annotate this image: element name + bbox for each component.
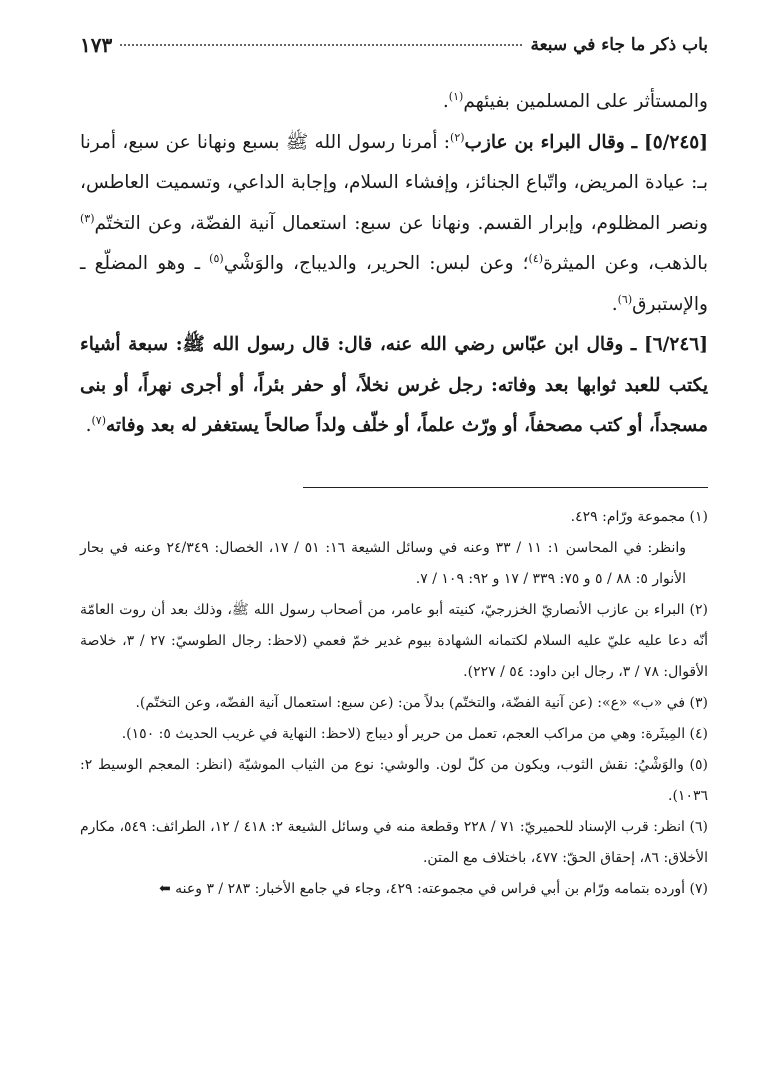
paragraph-1-end: .	[442, 91, 449, 112]
hadith-245-text-1: : أمرنا رسول الله ﷺ بسبع ونهانا عن سبع، أمرنا بـ: عيادة المريض، واتّباع الجنائز، وإفشاء السلام، وإجابة الداعي، وتسميت العاطس، ونصر المظلوم، وإبرار القسم. ونهانا عن سبع: استعمال آنية الفضّة، وعن التختّم	[80, 131, 708, 234]
footnotes	[80, 502, 708, 905]
hadith-246-text: ـ وقال ابن عبّاس رضي الله عنه، قال: قال رسول الله ﷺ: سبعة أشياء يكتب للعبد ثوابها بعد وفاته: رجل غرس نخلاً، أو حفر بئراً، أو أجرى نهراً، أو بنى مسجداً، أو كتب مصحفاً، أو ورّث علماً، أو خلّف ولداً صالحاً يستغفر له بعد وفاته	[80, 334, 708, 436]
footnote-2: (٢) البراء بن عازب الأنصاريّ الخزرجيّ، كنيته أبو عامر، من أصحاب رسول الله ﷺ، وذلك بعد أن روت العامّة أنّه دعا عليه عليّ عليه السلام لكتمانه الشهادة بيوم غدير خمّ فعمي (لاحظ: رجال الطوسيّ: ٢٧ / ٣، خلاصة الأقوال: ٧٨ / ٣، رجال ابن داود: ٥٤ / ٢٢٧).	[80, 601, 708, 680]
footnote-4: (٤) المِيثَرة: وهي من مراكب العجم، تعمل من حرير أو ديباج (لاحظ: النهاية في غريب الحديث ٥: ١٥٠).	[121, 725, 708, 742]
footnote-7: (٧) أورده بتمامه ورّام بن أبي فراس في مجموعته: ٤٢٩، وجاء في جامع الأخبار: ٢٨٣ / ٣ وعنه ⬅	[158, 880, 708, 897]
paragraph-1-text: والمستأثر على المسلمين بفيئهم	[463, 91, 708, 112]
footnote-3: (٣) في «ب» «ع»: (عن آنية الفضّة، والتختّم) بدلاً من: (عن سبع: استعمال آنية الفضّه، وعن التختّم).	[135, 694, 708, 711]
footnote-6: (٦) انظر: قرب الإسناد للحميريّ: ٧١ / ٢٢٨ وقطعة منه في وسائل الشيعة ٢: ٤١٨ / ١٢، الطرائف: ٥٤٩، مكارم الأخلاق: ٨٦، إحقاق الحقّ: ٤٧٧، باختلاف مع المتن.	[80, 818, 708, 866]
hadith-245-ref: [٥/٢٤٥]	[643, 131, 708, 153]
header-leader-dots	[120, 44, 522, 46]
footnote-marker-6[interactable]: (٦)	[617, 292, 633, 306]
hadith-245-end: .	[611, 293, 618, 315]
running-title: باب ذكر ما جاء في سبعة	[530, 35, 708, 55]
footnote-1-continued: وانظر: في المحاسن ١: ١١ / ٣٣ وعنه في وسائل الشيعة ١٦: ٥١ / ١٧، الخصال: ٢٤/٣٤٩ وعنه في بحار الأنوار ٥: ٨٨ / ٥ و ٧٥: ٣٣٩ / ١٧ و ٩٢: ١٠٩ / ٧.	[80, 539, 687, 587]
footnote-5: (٥) والوَشْيُ: نقش الثوب، ويكون من كلّ لون. والوشي: نوع من الثياب الموشيّة (انظر: المعجم الوسيط ٢: ١٠٣٦).	[80, 756, 708, 804]
paragraph-1	[80, 82, 708, 123]
page-number: ١٧٣	[80, 33, 113, 57]
footnote-marker-2[interactable]: (٢)	[450, 130, 465, 144]
hadith-246	[80, 325, 708, 447]
footnote-marker-1[interactable]: (١)	[448, 89, 464, 103]
footnote-marker-5[interactable]: (٥)	[209, 251, 224, 265]
hadith-246-end: .	[85, 415, 92, 436]
footnote-1: (١) مجموعة ورّام: ٤٢٩.	[570, 508, 708, 525]
footnote-marker-4[interactable]: (٤)	[528, 251, 544, 265]
hadith-245-text-4: ـ وهو المضلّع ـ والإستبرق	[80, 253, 708, 315]
hadith-245	[80, 123, 708, 326]
main-text	[80, 82, 708, 447]
page-header	[80, 30, 708, 60]
hadith-246-ref: [٦/٢٤٦]	[643, 334, 708, 355]
hadith-245-text-2: بالذهب، وعن الميثرة	[543, 253, 708, 274]
hadith-245-intro: ـ وقال البراء بن عازب	[464, 131, 644, 153]
footnote-separator	[303, 487, 708, 488]
hadith-245-text-3: ؛ وعن لبس: الحرير، والديباج، والوَشْي	[223, 253, 529, 274]
footnote-marker-3[interactable]: (٣)	[80, 211, 95, 225]
footnote-marker-7[interactable]: (٧)	[91, 413, 107, 427]
